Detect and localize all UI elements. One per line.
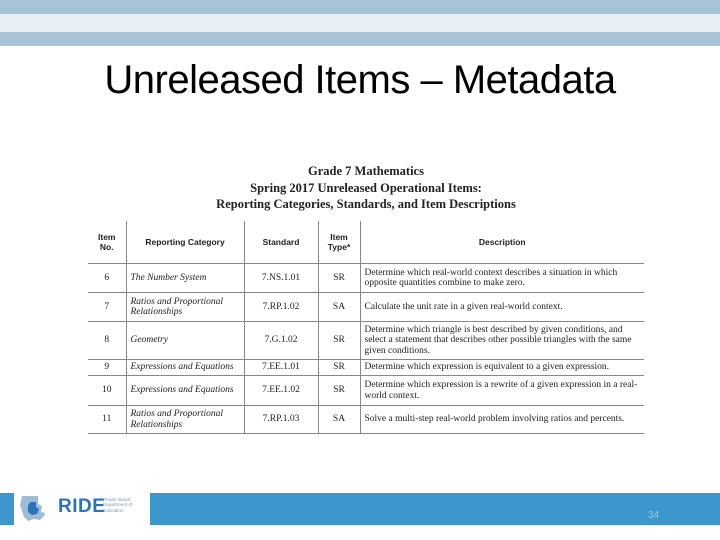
document-heading-line-2: Spring 2017 Unreleased Operational Items: bbox=[250, 180, 482, 195]
standard: 7.RP.1.02 bbox=[244, 293, 318, 322]
item-type: SR bbox=[318, 360, 360, 376]
item-number: 8 bbox=[88, 322, 126, 360]
table-header-row bbox=[88, 221, 644, 264]
header-reporting-category: Reporting Category bbox=[126, 221, 244, 264]
item-type: SR bbox=[318, 264, 360, 293]
reporting-category: Ratios and Proportional Relationships bbox=[126, 293, 244, 322]
table-row bbox=[88, 322, 644, 360]
item-description: Determine which expression is a rewrite of a given expression in a real-world context. bbox=[360, 376, 644, 406]
item-number: 9 bbox=[88, 360, 126, 376]
slide-title: Unreleased Items – Metadata bbox=[104, 58, 616, 102]
reporting-category: Geometry bbox=[126, 322, 244, 360]
standard: 7.EE.1.01 bbox=[244, 360, 318, 376]
item-type: SR bbox=[318, 322, 360, 360]
header-band-middle bbox=[0, 14, 720, 32]
document-heading bbox=[88, 163, 644, 213]
standard: 7.G.1.02 bbox=[244, 322, 318, 360]
ride-logo bbox=[14, 491, 150, 525]
table-row bbox=[88, 360, 644, 376]
item-description: Solve a multi-step real-world problem involving ratios and percents. bbox=[360, 406, 644, 434]
header-band-bottom bbox=[0, 32, 720, 46]
standard: 7.NS.1.01 bbox=[244, 264, 318, 293]
logo-subtext: Rhode Island Department of Education bbox=[103, 497, 133, 513]
reporting-category: The Number System bbox=[126, 264, 244, 293]
standard: 7.RP.1.03 bbox=[244, 406, 318, 434]
table-row bbox=[88, 406, 644, 434]
item-type: SR bbox=[318, 376, 360, 406]
header-description: Description bbox=[360, 221, 644, 264]
item-number: 7 bbox=[88, 293, 126, 322]
item-description: Determine which real-world context describes a situation in which opposite quantities combine to make zero. bbox=[360, 264, 644, 293]
table-row bbox=[88, 376, 644, 406]
item-number: 6 bbox=[88, 264, 126, 293]
document-heading-line-3: Reporting Categories, Standards, and Item Descriptions bbox=[216, 197, 516, 211]
document-heading-line-1: Grade 7 Mathematics bbox=[308, 164, 424, 178]
items-table bbox=[88, 221, 644, 434]
item-number: 10 bbox=[88, 376, 126, 406]
table-row bbox=[88, 293, 644, 322]
standard: 7.EE.1.02 bbox=[244, 376, 318, 406]
item-description: Calculate the unit rate in a given real-world context. bbox=[360, 293, 644, 322]
reporting-category: Ratios and Proportional Relationships bbox=[126, 406, 244, 434]
page-number: 34 bbox=[648, 510, 660, 521]
item-type: SA bbox=[318, 406, 360, 434]
item-type: SA bbox=[318, 293, 360, 322]
header-band-top bbox=[0, 0, 720, 14]
item-description: Determine which triangle is best described by given conditions, and select a statement that describes other possible triangles with the same given conditions. bbox=[360, 322, 644, 360]
item-number: 11 bbox=[88, 406, 126, 434]
header-standard: Standard bbox=[244, 221, 318, 264]
reporting-category: Expressions and Equations bbox=[126, 376, 244, 406]
rhode-island-state-icon bbox=[16, 493, 50, 523]
reporting-category: Expressions and Equations bbox=[126, 360, 244, 376]
table-row bbox=[88, 264, 644, 293]
item-description: Determine which expression is equivalent to a given expression. bbox=[360, 360, 644, 376]
header-item-type: Item Type* bbox=[318, 221, 360, 264]
logo-text: RIDE bbox=[58, 496, 106, 517]
header-item-no: Item No. bbox=[88, 221, 126, 264]
